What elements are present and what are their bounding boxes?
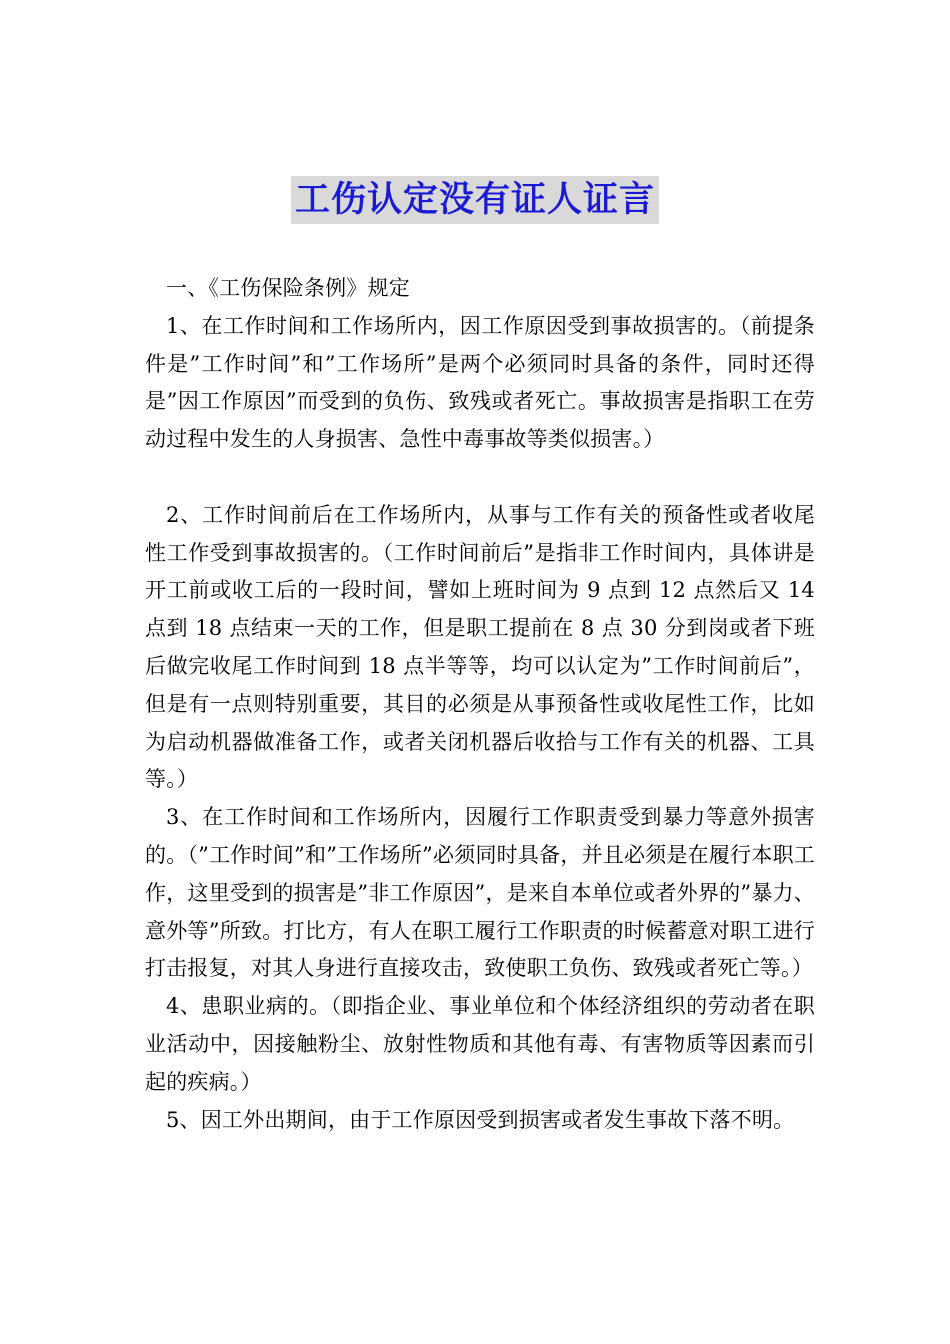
title-container	[0, 176, 950, 224]
document-title: 工伤认定没有证人证言	[291, 176, 659, 224]
blank-line	[145, 459, 815, 497]
paragraph-4: 4、患职业病的。（即指企业、事业单位和个体经济组织的劳动者在职业活动中，因接触粉尘、放射性物质和其他有毒、有害物质等因素而引起的疾病。）	[145, 994, 815, 1094]
document-body	[145, 270, 815, 1139]
paragraph-3: 3、在工作时间和工作场所内，因履行工作职责受到暴力等意外损害的。（”工作时间”和”工作场所”必须同时具备，并且必须是在履行本职工作，这里受到的损害是”非工作原因”，是来自本单位或者外界的”暴力、意外等”所致。打比方，有人在职工履行工作职责的时候蓄意对职工进行打击报复，对其人身进行直接攻击，致使职工负伤、致残或者死亡等。）	[145, 805, 815, 981]
paragraph-1: 1、在工作时间和工作场所内，因工作原因受到事故损害的。（前提条件是”工作时间”和”工作场所”是两个必须同时具备的条件，同时还得是”因工作原因”而受到的负伤、致残或者死亡。事故损害是指职工在劳动过程中发生的人身损害、急性中毒事故等类似损害。）	[145, 313, 815, 452]
paragraph-5: 5、因工外出期间，由于工作原因受到损害或者发生事故下落不明。	[166, 1107, 795, 1132]
section-heading: 一、《工伤保险条例》规定	[166, 276, 410, 300]
paragraph-2: 2、工作时间前后在工作场所内，从事与工作有关的预备性或者收尾性工作受到事故损害的。（工作时间前后”是指非工作时间内，具体讲是开工前或收工后的一段时间，譬如上班时间为 9 点到 12 点然后又 14 点到 18 点结束一天的工作，但是职工提前在 8 点 30 分到岗或者下班后做完收尾工作时间到 18 点半等等，均可以认定为”工作时间前后”，但是有一点则特别重要，其目的必须是从事预备性或收尾性工作，比如为启动机器做准备工作，或者关闭机器后收拾与工作有关的机器、工具等。）	[145, 502, 815, 792]
